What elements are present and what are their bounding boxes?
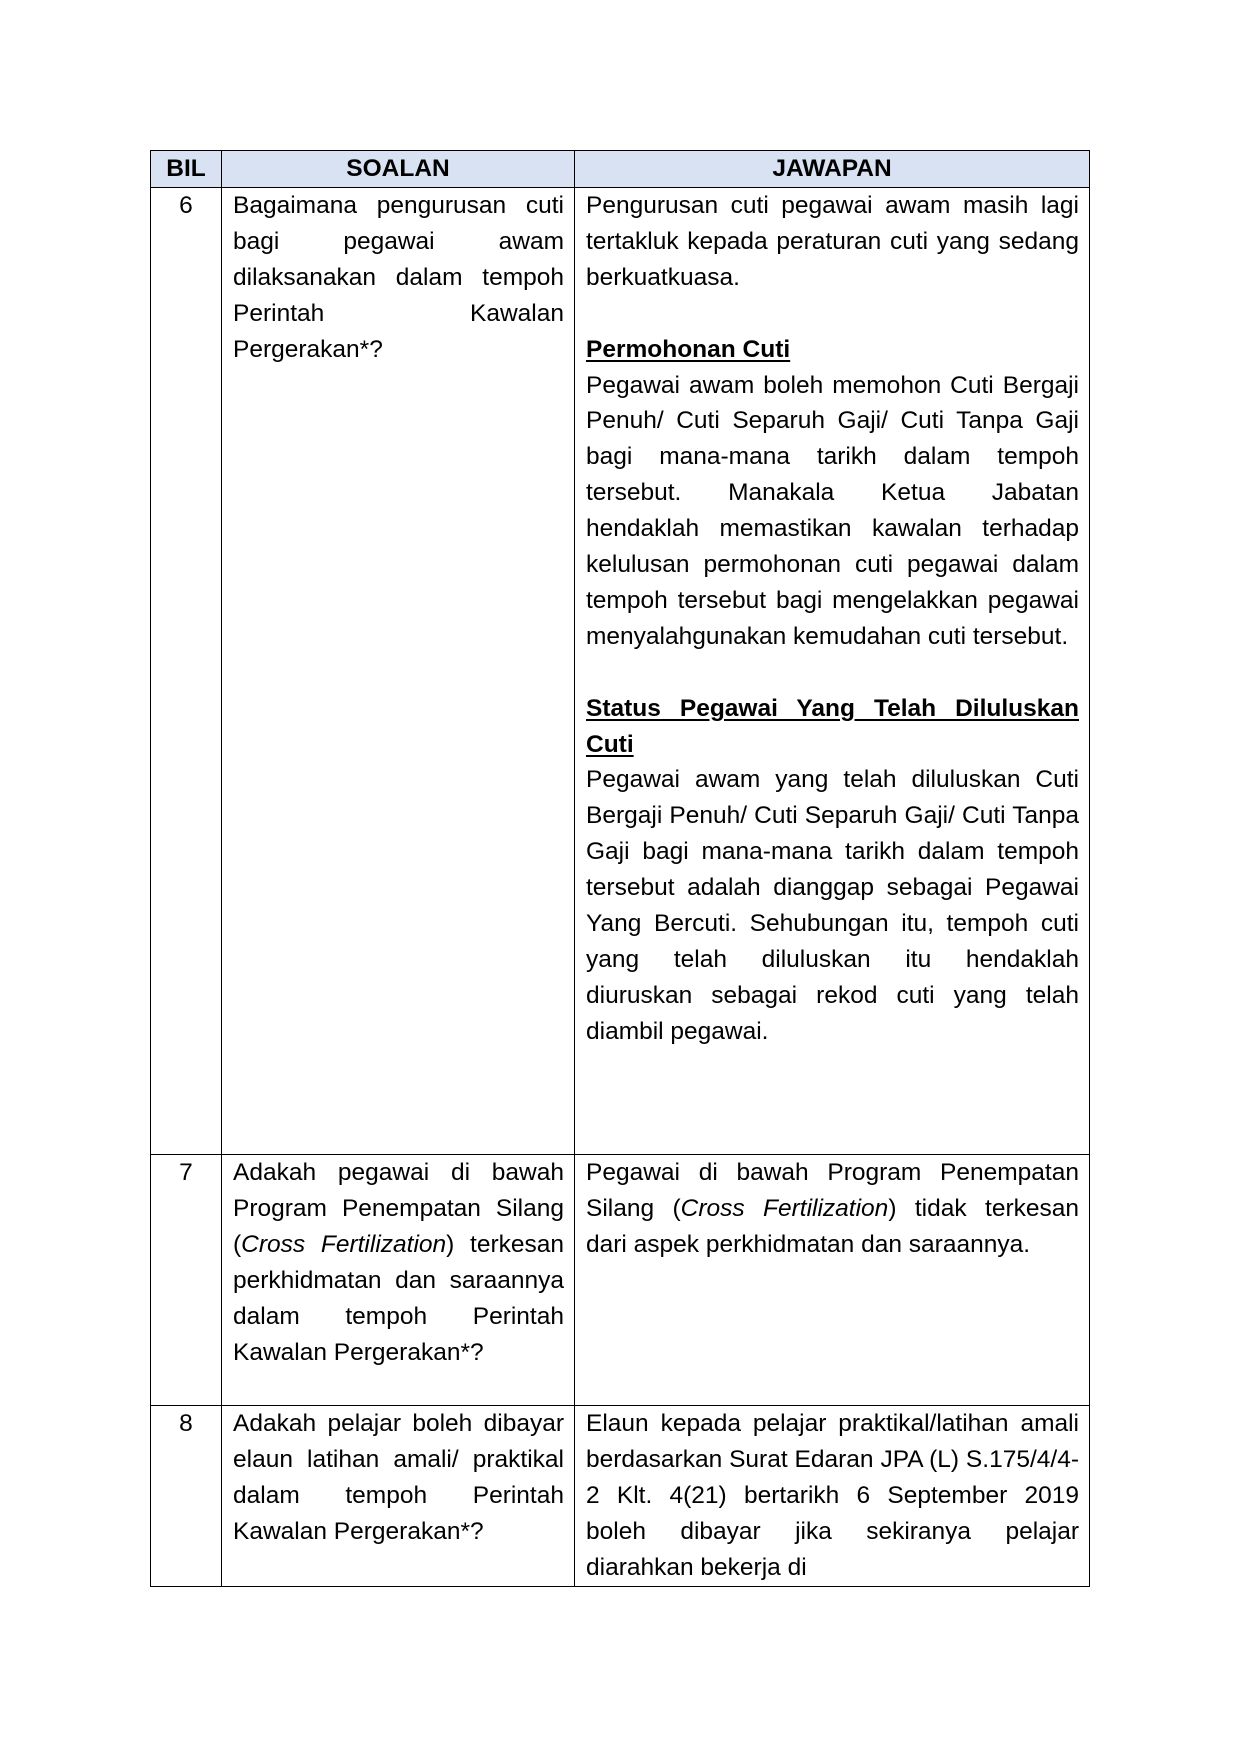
question-text	[233, 1155, 564, 1370]
section-text: Pegawai awam boleh memohon Cuti Bergaji Penuh/ Cuti Separuh Gaji/ Cuti Tanpa Gaji bagi mana-mana tarikh dalam tempoh tersebut. Manakala Ketua Jabatan hendaklah memastikan kawalan terhadap kelulusan permohonan cuti pegawai dalam tempoh tersebut bagi mengelakkan pegawai menyalahgunakan kemudahan cuti tersebut.	[586, 371, 1079, 650]
spacer	[586, 655, 1079, 691]
question-cell	[222, 1155, 575, 1406]
text-fragment: Pegawai di bawah Program Penempatan Silang (	[586, 1159, 1079, 1222]
table-header	[151, 151, 1090, 188]
question-cell	[222, 188, 575, 1155]
question-text: Adakah pelajar boleh dibayar elaun latihan amali/ praktikal dalam tempoh Perintah Kawalan Pergerakan*?	[233, 1410, 564, 1545]
row-number: 7	[151, 1155, 222, 1406]
italic-term: Cross Fertilization	[241, 1230, 447, 1258]
table-row	[151, 188, 1090, 1155]
text-fragment: Adakah pegawai di bawah Program Penempatan Silang (	[233, 1159, 564, 1258]
faq-table	[150, 150, 1090, 1587]
text-fragment: ) terkesan perkhidmatan dan saraannya dalam tempoh Perintah Kawalan Pergerakan*?	[233, 1230, 564, 1366]
answer-text: Elaun kepada pelajar praktikal/latihan amali berdasarkan Surat Edaran JPA (L) S.175/4/4-2 Klt. 4(21) bertarikh 6 September 2019 boleh dibayar jika sekiranya pelajar diarahkan bekerja di	[586, 1410, 1079, 1581]
answer-text	[586, 1155, 1079, 1263]
section-text: Pegawai awam yang telah diluluskan Cuti Bergaji Penuh/ Cuti Separuh Gaji/ Cuti Tanpa Gaji bagi mana-mana tarikh dalam tempoh tersebut adalah dianggap sebagai Pegawai Yang Bercuti. Sehubungan itu, tempoh cuti yang telah diluluskan itu hendaklah diuruskan sebagai rekod cuti yang telah diambil pegawai.	[586, 766, 1079, 1045]
spacer	[586, 296, 1079, 332]
section-heading-permohonan-cuti: Permohonan Cuti	[586, 335, 791, 363]
italic-term: Cross Fertilization	[680, 1194, 889, 1222]
table-row	[151, 1155, 1090, 1406]
row-number: 6	[151, 188, 222, 1155]
answer-cell	[575, 188, 1090, 1155]
answer-cell	[575, 1406, 1090, 1587]
header-jawapan: JAWAPAN	[575, 151, 1090, 188]
header-soalan: SOALAN	[222, 151, 575, 188]
question-cell	[222, 1406, 575, 1587]
answer-intro: Pengurusan cuti pegawai awam masih lagi tertakluk kepada peraturan cuti yang sedang berkuatkuasa.	[586, 192, 1079, 291]
question-text: Bagaimana pengurusan cuti bagi pegawai awam dilaksanakan dalam tempoh Perintah Kawalan Pergerakan*?	[233, 192, 564, 363]
header-bil: BIL	[151, 151, 222, 188]
table-row	[151, 1406, 1090, 1587]
row-number: 8	[151, 1406, 222, 1587]
answer-cell	[575, 1155, 1090, 1406]
section-heading-status-pegawai: Status Pegawai Yang Telah Diluluskan Cuti	[586, 694, 1079, 758]
text-fragment: ) tidak terkesan dari aspek perkhidmatan dan saraannya.	[586, 1194, 1079, 1258]
